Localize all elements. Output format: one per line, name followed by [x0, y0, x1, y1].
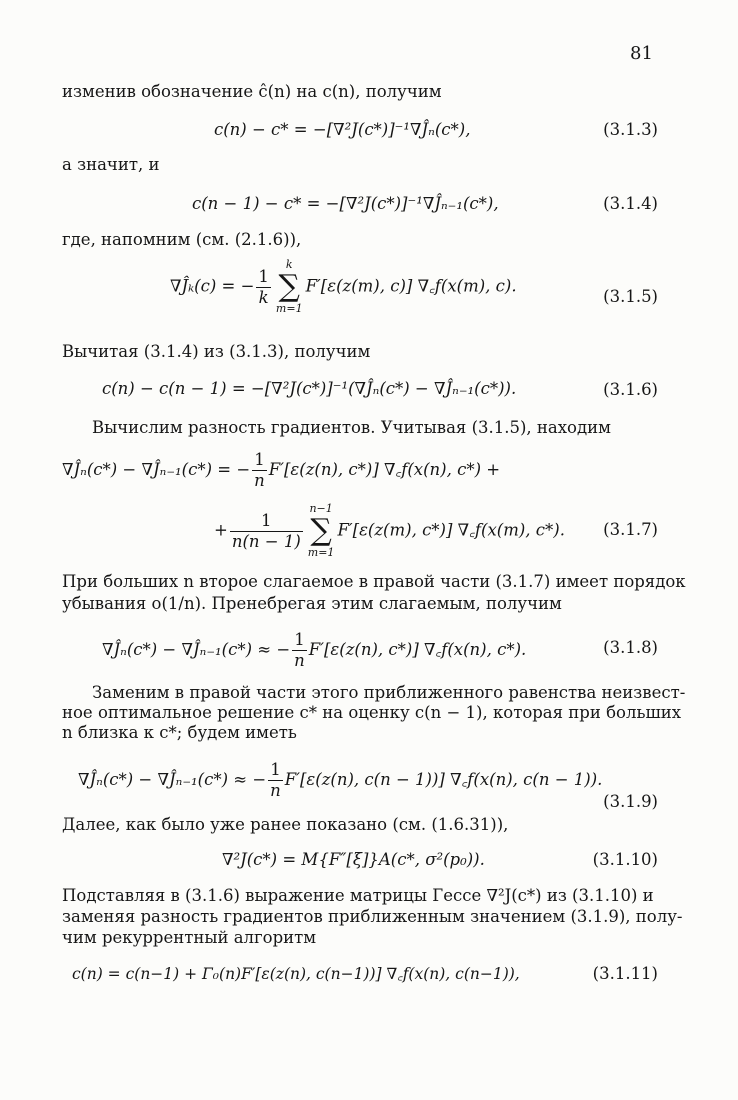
equation-3-1-7-line-1 [62, 450, 500, 491]
text-line: где, напомним (см. (2.1.6)), [62, 230, 302, 249]
text-line: убывания o(1/n). Пренебрегая этим слагаемым, получим [62, 594, 562, 613]
text-line: n близка к c*; будем иметь [62, 723, 297, 742]
fraction [268, 760, 283, 801]
fraction-denominator: n [270, 781, 281, 800]
sum-upper-limit: n−1 [309, 502, 333, 515]
fraction [292, 630, 307, 671]
equation-3-1-7-line-2 [214, 502, 565, 560]
equation-number: (3.1.4) [603, 194, 658, 213]
equation-number: (3.1.6) [603, 380, 658, 399]
text-line: изменив обозначение ĉ(n) на c(n), получим [62, 82, 442, 101]
equation-3-1-9 [78, 760, 602, 801]
equation-number: (3.1.7) [603, 520, 658, 539]
fraction-denominator: k [258, 287, 269, 307]
text-line: Далее, как было уже ранее показано (см. (1.6.31)), [62, 815, 509, 834]
equation-3-1-5 [170, 258, 517, 316]
equation-number: (3.1.5) [603, 287, 658, 306]
summation: n−1 ∑ m=1 [307, 502, 335, 559]
equation-number: (3.1.10) [592, 850, 658, 869]
text-line: ное оптимальное решение c* на оценку c(n − 1), которая при больших [62, 703, 682, 722]
equation-number: (3.1.9) [603, 792, 658, 811]
sum-lower-limit: m=1 [275, 302, 303, 315]
fraction-numerator: 1 [258, 266, 269, 286]
eq-rhs: F′[ε(z(n), c*)] ∇꜀f(x(n), c*) + [268, 460, 501, 479]
eq-lhs: ∇Ĵₙ(c*) − ∇Ĵₙ₋₁(c*) ≈ − [102, 640, 291, 659]
summation: k ∑ m=1 [275, 258, 303, 315]
fraction-denominator: n(n − 1) [231, 531, 301, 551]
eq-rhs: F′[ε(z(n), c(n − 1))] ∇꜀f(x(n), c(n − 1)). [284, 770, 603, 789]
text-line: а значит, и [62, 155, 160, 174]
fraction-denominator: n [294, 651, 305, 670]
fraction-numerator: 1 [292, 630, 307, 651]
equation-3-1-3: c(n) − c* = −[∇²J(c*)]⁻¹∇Ĵₙ(c*), [214, 120, 471, 139]
equation-3-1-11: c(n) = c(n−1) + Γ₀(n)F′[ε(z(n), c(n−1))] ∇꜀f(x(n), c(n−1)), [72, 965, 520, 983]
page-number: 81 [630, 43, 653, 64]
fraction [252, 450, 267, 491]
fraction [230, 511, 303, 552]
text-line: чим рекуррентный алгоритм [62, 928, 317, 947]
equation-3-1-10: ∇²J(c*) = M{F″[ξ]}A(c*, σ²(p₀)). [222, 850, 485, 869]
fraction-numerator: 1 [230, 511, 303, 532]
equation-number: (3.1.8) [603, 638, 658, 657]
text-line: При больших n второе слагаемое в правой части (3.1.7) имеет порядок [62, 572, 686, 591]
eq-lhs: ∇Ĵₙ(c*) − ∇Ĵₙ₋₁(c*) = − [62, 460, 251, 479]
fraction-denominator: n [254, 471, 265, 490]
text-line: Подставляя в (3.1.6) выражение матрицы Гессе ∇²J(c*) из (3.1.10) и [62, 886, 654, 905]
equation-3-1-4: c(n − 1) − c* = −[∇²J(c*)]⁻¹∇Ĵₙ₋₁(c*), [192, 194, 499, 213]
text-line: Вычитая (3.1.4) из (3.1.3), получим [62, 342, 371, 361]
text-line: заменяя разность градиентов приближенным значением (3.1.9), полу- [62, 907, 683, 926]
sum-lower-limit: m=1 [307, 546, 335, 559]
sum-upper-limit: k [285, 258, 293, 271]
text-line: Заменим в правой части этого приближенного равенства неизвест- [92, 683, 686, 702]
eq-plus: + [214, 520, 228, 540]
fraction [256, 267, 271, 308]
fraction-numerator: 1 [268, 760, 283, 781]
eq-rhs: F′[ε(z(m), c*)] ∇꜀f(x(m), c*). [337, 520, 565, 540]
eq-lhs: ∇Ĵₖ(c) = − [170, 276, 255, 296]
eq-rhs: F′[ε(z(m), c)] ∇꜀f(x(m), c). [305, 276, 517, 296]
equation-3-1-6: c(n) − c(n − 1) = −[∇²J(c*)]⁻¹(∇Ĵₙ(c*) − ∇Ĵₙ₋₁(c*)). [102, 379, 517, 398]
eq-lhs: ∇Ĵₙ(c*) − ∇Ĵₙ₋₁(c*) ≈ − [78, 770, 267, 789]
equation-number: (3.1.11) [592, 964, 658, 983]
eq-rhs: F′[ε(z(n), c*)] ∇꜀f(x(n), c*). [308, 640, 527, 659]
equation-3-1-8 [102, 630, 526, 671]
equation-number: (3.1.3) [603, 120, 658, 139]
fraction-numerator: 1 [252, 450, 267, 471]
text-line: Вычислим разность градиентов. Учитывая (3.1.5), находим [92, 418, 611, 437]
